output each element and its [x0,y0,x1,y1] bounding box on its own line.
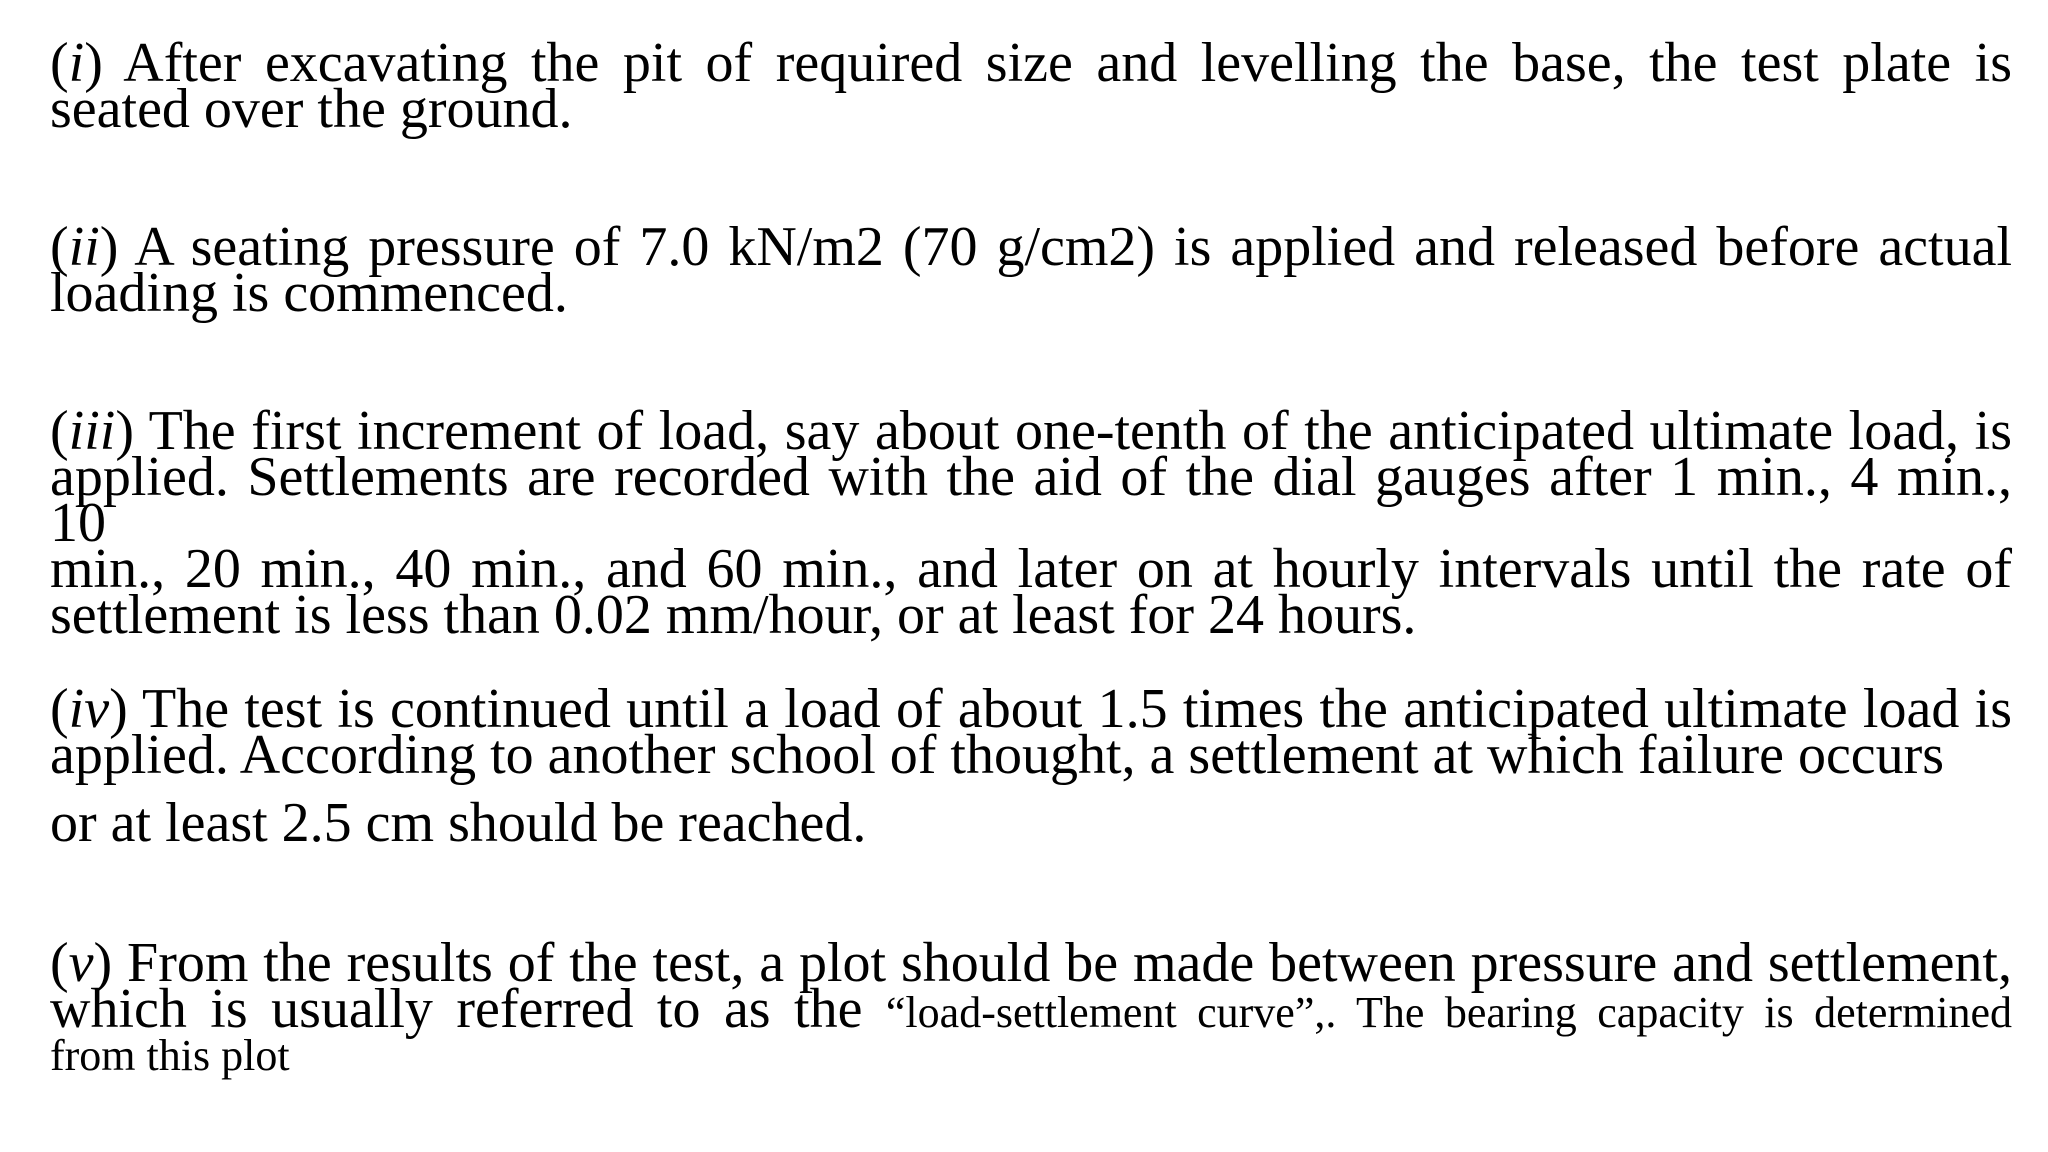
paragraph-marker: iv [68,678,110,740]
paragraph-text: ) The first increment of load, say about one-tenth of the anticipated ultimate load, is [115,400,2012,462]
paragraph-line: (v) From the results of the test, a plot should be made between pressure and settlement, [50,932,2012,994]
paragraph-line: (iii) The first increment of load, say about one-tenth of the anticipated ultimate load, is [50,400,2012,462]
paragraph-marker: ii [68,216,100,278]
paragraph-iv [50,678,2012,854]
paragraph-text: ) From the results of the test, a plot should be made between pressure and settlement, [93,932,2012,994]
paragraph-line [50,978,2012,1040]
paragraph-text: ) The test is continued until a load of about 1.5 times the anticipated ultimate load is [109,678,2012,740]
paragraph-v [50,932,2012,1080]
paragraph-line: seated over the ground. [50,78,573,140]
paragraph-line: applied. According to another school of thought, a settlement at which failure occurs [50,724,1945,786]
paragraph-text: ) A seating pressure of 7.0 kN/m2 (70 g/cm2) is applied and released before actual [99,216,2012,278]
paragraph-line: min., 20 min., 40 min., and 60 min., and later on at hourly intervals until the rate of [50,538,2012,600]
paragraph-text: which is usually referred to as the [50,978,863,1040]
paragraph-line: from this plot [50,1031,290,1080]
paragraph-iii [50,400,2012,646]
paragraph-line: (i) After excavating the pit of required size and levelling the base, the test plate is [50,32,2012,94]
paragraph-marker: i [68,32,85,94]
paragraph-line: loading is commenced. [50,262,568,324]
paragraph-marker: iii [68,400,116,462]
paragraph-line: (iv) The test is continued until a load of about 1.5 times the anticipated ultimate load is [50,678,2012,740]
paragraph-line: or at least 2.5 cm should be reached. [50,792,867,854]
paragraph-line: applied. Settlements are recorded with the aid of the dial gauges after 1 min., 4 min., 10 [50,446,2012,554]
paragraph-marker: v [68,932,94,994]
paragraph-ii [50,216,2012,324]
paragraph-text: ) After excavating the pit of required size and levelling the base, the test plate is [84,32,2012,94]
paragraph-text-small: “load-settlement curve”,. The bearing capacity is determined [885,988,2012,1037]
paragraph-line: (ii) A seating pressure of 7.0 kN/m2 (70 g/cm2) is applied and released before actual [50,216,2012,278]
paragraph-i [50,32,2012,140]
paragraph-line: settlement is less than 0.02 mm/hour, or at least for 24 hours. [50,584,1417,646]
